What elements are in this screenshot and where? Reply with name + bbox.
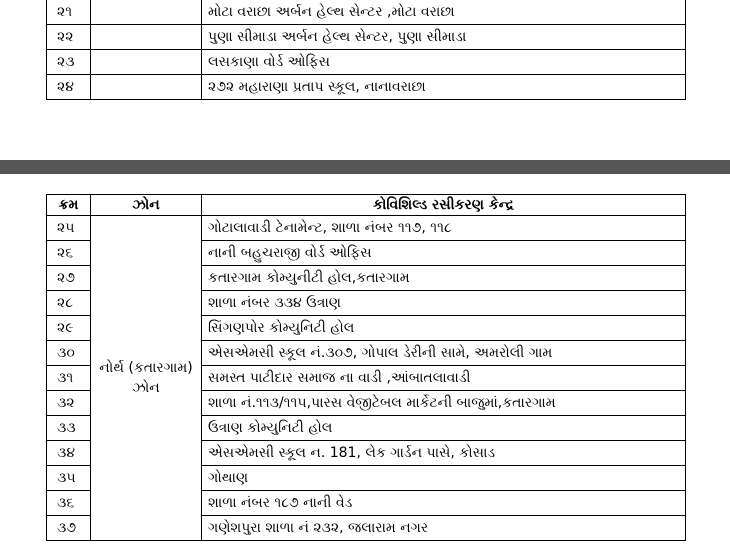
center-name: ગોટાલાવાડી ટેનામેન્ટ, શાળા નંબર ૧૧૭, ૧૧૮	[202, 216, 686, 241]
row-number: ૨૭	[47, 266, 91, 291]
zone-cell	[91, 50, 202, 75]
row-number: ૩૬	[47, 491, 91, 516]
row-number: ૨૫	[47, 216, 91, 241]
row-number: ૩૩	[47, 416, 91, 441]
table-row	[47, 50, 686, 75]
row-number: ૩૦	[47, 341, 91, 366]
header-num: ક્રમ	[47, 195, 91, 216]
table-row	[47, 216, 686, 241]
center-name: ઉત્રાણ કોમ્યુનિટી હોલ	[202, 416, 686, 441]
center-name: શાળા નંબર ૧૮૭ નાની વેડ	[202, 491, 686, 516]
center-name: લસકાણા વોર્ડ ઓફિસ	[202, 50, 686, 75]
row-number: ૨૨	[47, 25, 91, 50]
center-name: શાળા નંબર ૩૩૪ ઉત્રાણ	[202, 291, 686, 316]
row-number: ૩૨	[47, 391, 91, 416]
row-number: ૨૪	[47, 75, 91, 100]
previous-zone-table	[46, 0, 686, 100]
center-name: નાની બહુચરાજી વોર્ડ ઓફિસ	[202, 241, 686, 266]
header-zone: ઝોન	[91, 195, 202, 216]
row-number: ૩૫	[47, 466, 91, 491]
row-number: ૩૭	[47, 516, 91, 541]
row-number: ૨૬	[47, 241, 91, 266]
header-row	[47, 195, 686, 216]
zone-cell	[91, 25, 202, 50]
zone-label: નોર્થ (કતારગામ) ઝોન	[91, 216, 202, 541]
center-name: મોટા વરાછા અર્બન હેલ્થ સેન્ટર ,મોટા વરાછા	[202, 0, 686, 25]
header-center: કોવિશિલ્ડ રસીકરણ કેન્દ્ર	[202, 195, 686, 216]
center-name: પુણા સીમાડા અર્બન હેલ્થ સેન્ટર, પુણા સીમાડા	[202, 25, 686, 50]
center-name: શાળા નં.૧૧૩/૧૧૫,પારસ વેજીટેબલ માર્કેટની બાજુમાં,કતારગામ	[202, 391, 686, 416]
center-name: કતારગામ કોમ્યુનીટી હોલ,કતારગામ	[202, 266, 686, 291]
row-number: ૨૯	[47, 316, 91, 341]
page-separator	[0, 160, 730, 174]
center-name: એસએમસી સ્કૂલ નં.૩૦૭, ગોપાલ ડેરીની સામે, અમરોલી ગામ	[202, 341, 686, 366]
center-name: ૨૭૨ મહારાણા પ્રતાપ સ્કૂલ, નાનાવરાછા	[202, 75, 686, 100]
table-row	[47, 75, 686, 100]
row-number: ૨૩	[47, 50, 91, 75]
row-number: ૩૧	[47, 366, 91, 391]
north-zone-table	[46, 194, 686, 541]
table-row	[47, 25, 686, 50]
table-row	[47, 0, 686, 25]
center-name: સમસ્ત પાટીદાર સમાજ ના વાડી ,આંબાતલાવાડી	[202, 366, 686, 391]
center-name: ગોથાણ	[202, 466, 686, 491]
row-number: ૨૮	[47, 291, 91, 316]
center-name: ગણેશપુરા શાળા નં ૨૩૨, જલારામ નગર	[202, 516, 686, 541]
row-number: ૨૧	[47, 0, 91, 25]
zone-cell	[91, 75, 202, 100]
center-name: સિંગણપોર કોમ્યુનિટી હોલ	[202, 316, 686, 341]
zone-cell	[91, 0, 202, 25]
center-name: એસએમસી સ્કૂલ ન. 181, લેક ગાર્ડન પાસે, કોસાડ	[202, 441, 686, 466]
row-number: ૩૪	[47, 441, 91, 466]
